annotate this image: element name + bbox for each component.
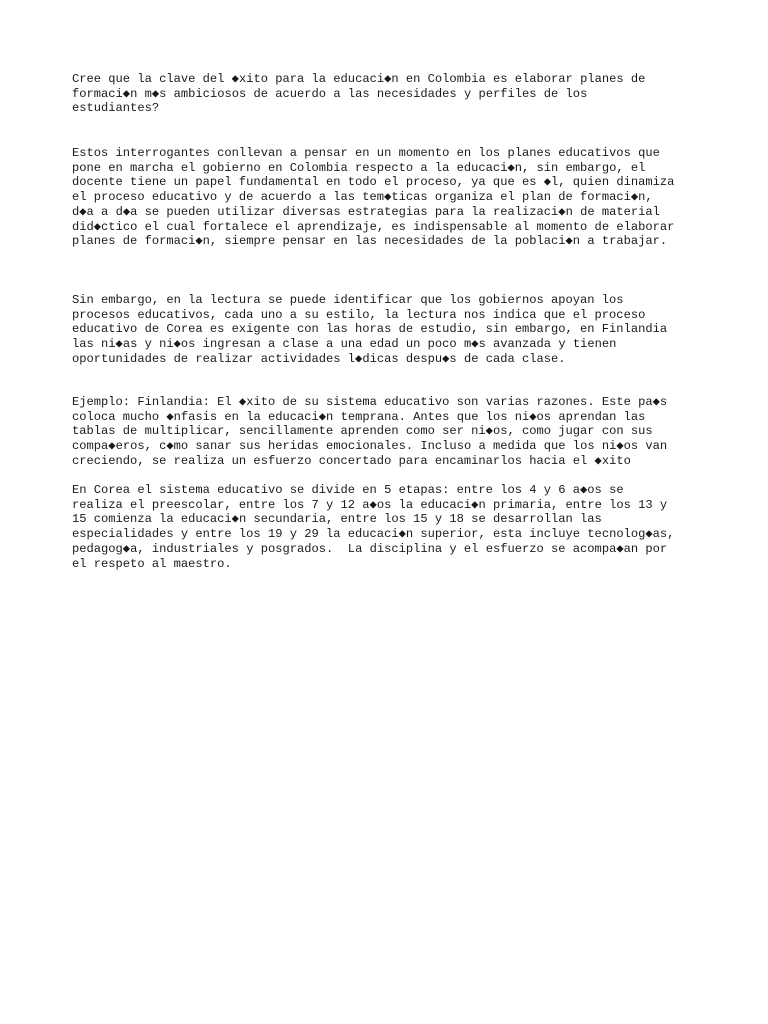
paragraph-finland-example: Ejemplo: Finlandia: El ◆xito de su sistema educativo son varias razones. Este pa◆s coloca mucho ◆nfasis en la educaci◆n temprana. Antes que los ni◆os aprendan las tablas de multiplicar, sencillamente aprenden como ser ni◆os, como jugar con sus compa◆eros, c◆mo sanar sus heridas emocionales. Incluso a medida que los ni◆os van creciendo, se realiza un esfuerzo concertado para encaminarlos hacia el ◆xito <box>72 395 668 468</box>
paragraph-korea-system: En Corea el sistema educativo se divide en 5 etapas: entre los 4 y 6 a◆os se realiza el preescolar, entre los 7 y 12 a◆os la educaci◆n primaria, entre los 13 y 15 comienza la educaci◆n secundaria, entre los 15 y 18 se desarrollan las especialidades y entre los 19 y 29 la educaci◆n superior, esta incluye tecnolog◆as, pedagog◆a, industriales y posgrados. La disciplina y el esfuerzo se acompa◆an por el respeto al maestro. <box>72 483 675 571</box>
paragraph-governments: Sin embargo, en la lectura se puede identificar que los gobiernos apoyan los procesos educativos, cada uno a su estilo, la lectura nos indica que el proceso educativo de Corea es exigente con las horas de estudio, sin embargo, en Finlandia las ni◆as y ni◆os ingresan a clase a una edad un poco m◆s avanzada y tienen oportunidades de realizar actividades l◆dicas despu◆s de cada clase. <box>72 293 668 366</box>
paragraph-question: Cree que la clave del ◆xito para la educaci◆n en Colombia es elaborar planes de formaci◆n m◆s ambiciosos de acuerdo a las necesidades y perfiles de los estudiantes? <box>72 72 646 116</box>
paragraph-teacher-role: Estos interrogantes conllevan a pensar en un momento en los planes educativos que pone en marcha el gobierno en Colombia respecto a la educaci◆n, sin embargo, el docente tiene un papel fundamental en todo el proceso, ya que es ◆l, quien dinamiza el proceso educativo y de acuerdo a las tem◆ticas organiza el plan de formaci◆n, d◆a a d◆a se pueden utilizar diversas estrategias para la realizaci◆n de material did◆ctico el cual fortalece el aprendizaje, es indispensable al momento de elaborar planes de formaci◆n, siempre pensar en las necesidades de la poblaci◆n a trabajar. <box>72 146 675 249</box>
